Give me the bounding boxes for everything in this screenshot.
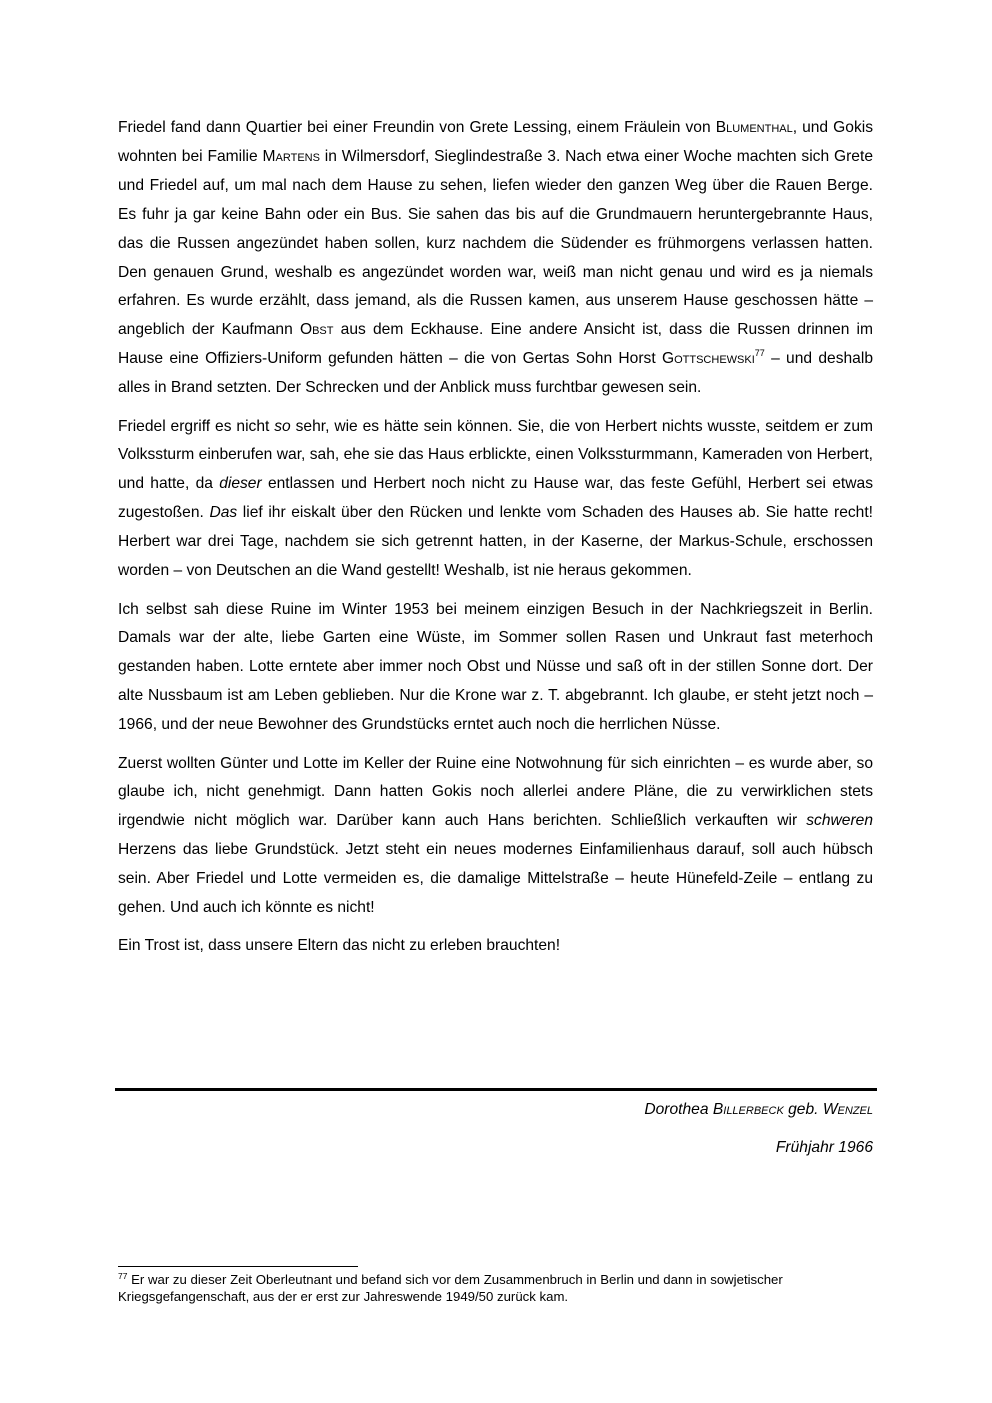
footnote: [118, 1271, 838, 1305]
text-run: entlassen und Herbert noch nicht zu Hause war, das feste Gefühl, Herbert sei etwas zugestoßen.: [118, 475, 873, 522]
text-run: aus dem Eckhause. Eine andere Ansicht ist, dass die Russen drinnen im Hause eine Offiziers-Uniform gefunden hätten – die von Gertas Sohn Horst: [118, 321, 873, 368]
text-run: lief ihr eiskalt über den Rücken und lenkte vom Schaden des Hauses ab. Sie hatte recht! Herbert war drei Tage, nachdem sie sich getrennt hatten, in der Kaserne, der Markus-Schule, erschossen worden – von Deutschen an die Wand gestellt! Weshalb, ist nie heraus gekommen.: [118, 504, 873, 580]
author-date: Frühjahr 1966: [775, 1139, 873, 1157]
surname: Blumenthal: [715, 119, 793, 136]
emphasis: schweren: [806, 812, 873, 830]
text-run: – und deshalb alles in Brand setzten. Der Schrecken und der Anblick muss furchtbar gewesen sein.: [118, 350, 873, 397]
author-name: [644, 1096, 873, 1125]
signature-block: [644, 1096, 873, 1173]
emphasis: so: [274, 417, 291, 435]
text-run: Ich selbst sah diese Ruine im Winter 1953 bei meinem einzigen Besuch in der Nachkriegszeit in Berlin. Damals war der alte, liebe Garten eine Wüste, im Sommer sollen Rasen und Unkraut fast meterhoch gestanden haben. Lotte erntete aber immer noch Obst und Nüsse und saß oft in der stillen Sonne dort. Der alte Nussbaum ist am Leben geblieben. Nur die Krone war z. T. abgebrannt. Ich glaube, er steht jetzt noch – 1966, und der neue Bewohner des Grundstücks erntet auch noch die herrlichen Nüsse.: [118, 600, 873, 734]
emphasis: dieser: [219, 475, 262, 493]
text-run: Zuerst wollten Günter und Lotte im Keller der Ruine eine Notwohnung für sich einrichten – es wurde aber, so glaube ich, nicht genehmigt. Dann hatten Gokis noch allerlei andere Pläne, die zu verwirklichen stets irgendwie nicht möglich war. Darüber kann auch Hans berichten. Schließlich verkauften wir: [118, 754, 873, 830]
text-run: Friedel fand dann Quartier bei einer Freundin von Grete Lessing, einem Fräulein von: [118, 119, 716, 136]
text-run: in Wilmersdorf, Sieglindestraße 3. Nach etwa einer Woche machten sich Grete und Friedel auf, um mal nach dem Hause zu sehen, liefen wieder den ganzen Weg über die Rauen Berge. Es fuhr ja gar keine Bahn oder ein Bus. Sie sahen das bis auf die Grundmauern heruntergebrannte Haus, das die Russen angezündet haben sollen, kurz nachdem die Südender es frühmorgens verlassen hatten. Den genauen Grund, weshalb es angezündet worden war, weiß man nicht genau und wird es ja niemals erfahren. Es wurde erzählt, dass jemand, als die Russen kamen, aus unserem Hause geschossen hätte – angeblich der Kaufmann: [118, 147, 873, 339]
footnote-rule: [118, 1266, 358, 1267]
author-born-label: geb.: [783, 1101, 823, 1118]
text-run: Herzens das liebe Grundstück. Jetzt steht ein neues modernes Einfamilienhaus darauf, soll auch hübsch sein. Aber Friedel und Lotte vermeiden es, die damalige Mittelstraße – heute Hünefeld-Zeile – entlang zu gehen. Und auch ich könnte es nicht!: [118, 841, 873, 917]
paragraph: [118, 114, 873, 403]
author-maiden-name: Wenzel: [822, 1101, 873, 1118]
body-text: [118, 114, 873, 971]
paragraph: [118, 750, 873, 923]
text-run: sehr, wie es hätte sein können. Sie, die von Herbert nichts wusste, seitdem er zum Volkssturm einberufen war, sah, ehe sie das Haus erblickte, einen Volkssturmmann, Kameraden von Herbert, und hatte, da: [118, 417, 873, 493]
emphasis: Das: [209, 504, 238, 522]
text-run: , und Gokis wohnten bei Familie: [118, 119, 873, 165]
text-run: Friedel ergriff es nicht: [118, 417, 275, 435]
paragraph: [118, 932, 873, 961]
footnote-text: Er war zu dieser Zeit Oberleutnant und befand sich vor dem Zusammenbruch in Berlin und dann in sowjetischer Kriegsgefangenschaft, aus der er erst zur Jahreswende 1949/50 zurück kam.: [118, 1272, 783, 1304]
author-surname: Billerbeck: [712, 1101, 784, 1118]
surname: Gottschewski: [661, 350, 755, 368]
footnote-number: 77: [118, 1271, 128, 1281]
surname: Obst: [299, 321, 334, 339]
footnote-ref: 77: [754, 348, 765, 359]
surname: Martens: [262, 147, 320, 165]
text-run: Ein Trost ist, dass unsere Eltern das nicht zu erleben brauchten!: [118, 937, 561, 955]
author-first-name: Dorothea: [644, 1101, 713, 1118]
paragraph: [118, 596, 873, 741]
closing-rule: [115, 1088, 877, 1091]
paragraph: [118, 413, 873, 586]
